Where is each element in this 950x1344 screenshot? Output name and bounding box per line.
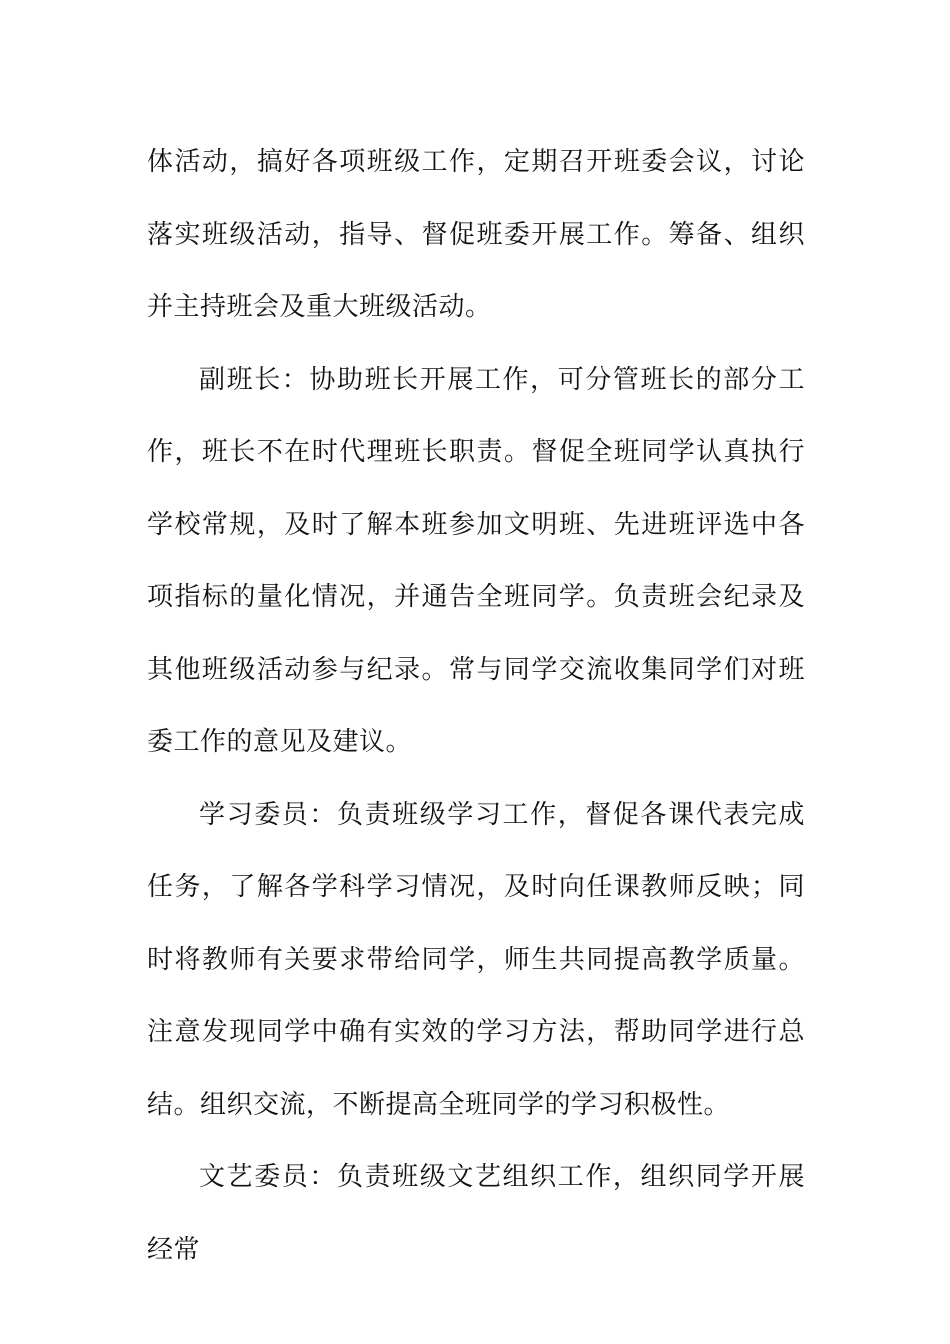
- paragraph-class-monitor-duties: 体活动，搞好各项班级工作，定期召开班委会议，讨论落实班级活动，指导、督促班委开展工作。筹备、组织并主持班会及重大班级活动。: [147, 147, 805, 322]
- paragraph-vice-monitor-duties: 副班长：协助班长开展工作，可分管班长的部分工作，班长不在时代理班长职责。督促全班同学认真执行学校常规，及时了解本班参加文明班、先进班评选中各项指标的量化情况，并通告全班同学。负责班会纪录及其他班级活动参与纪录。常与同学交流收集同学们对班委工作的意见及建议。: [147, 364, 805, 757]
- document-body: [147, 126, 805, 1286]
- paragraph-arts-committee-duties: 文艺委员：负责班级文艺组织工作，组织同学开展经常: [147, 1162, 805, 1265]
- paragraph-study-committee-duties: 学习委员：负责班级学习工作，督促各课代表完成任务，了解各学科学习情况，及时向任课教师反映；同时将教师有关要求带给同学，师生共同提高教学质量。注意发现同学中确有实效的学习方法，帮助同学进行总结。组织交流，不断提高全班同学的学习积极性。: [147, 799, 805, 1120]
